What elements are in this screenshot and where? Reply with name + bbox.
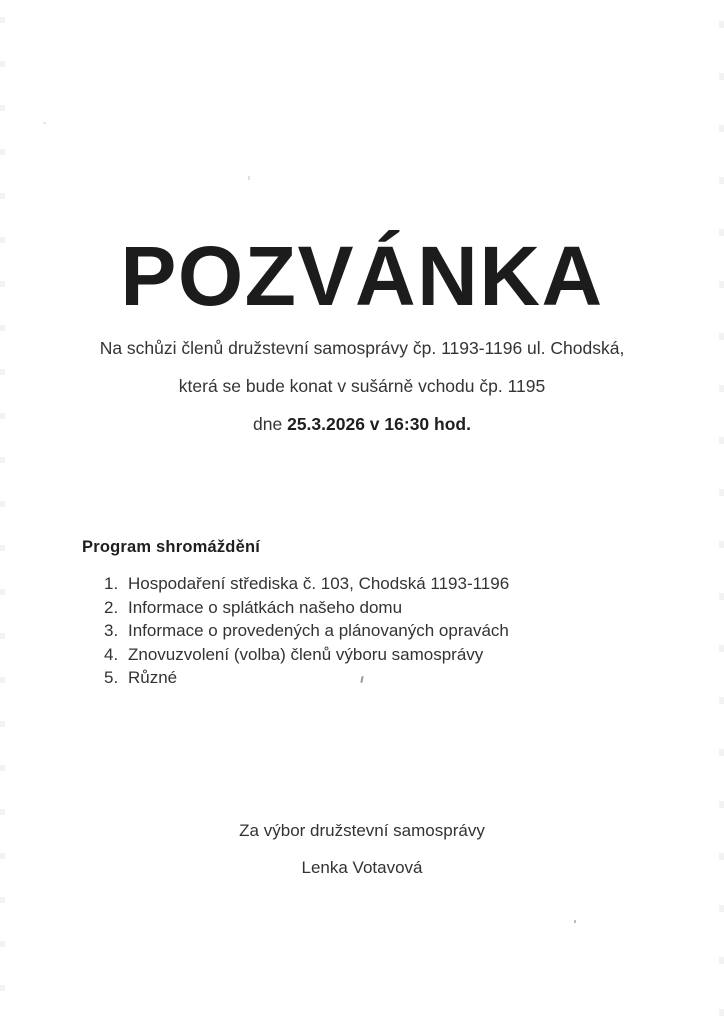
- intro-line-1: Na schůzi členů družstevní samosprávy čp. 1193-1196 ul. Chodská,: [99, 338, 625, 358]
- intro-line-2: která se bude konat v sušárně vchodu čp. 1195: [178, 376, 546, 396]
- list-item-number: 5.: [104, 668, 119, 687]
- signature-name: Lenka Votavová: [301, 858, 423, 877]
- list-item-label: Informace o splátkách našeho domu: [128, 597, 403, 617]
- intro-line-3-meeting-datetime: [0, 405, 724, 443]
- list-item-number: 2.: [104, 597, 119, 617]
- list-item: [104, 572, 509, 596]
- list-item-number: 3.: [104, 621, 119, 640]
- program-heading: Program shromáždění: [82, 538, 261, 556]
- invitation-intro: [0, 329, 724, 443]
- list-item: [104, 619, 509, 643]
- datetime-prefix: dne: [253, 414, 288, 434]
- page-title: POZVÁNKA: [120, 229, 604, 324]
- program-list: [104, 572, 509, 690]
- signature-organization: Za výbor družstevní samosprávy: [239, 821, 485, 840]
- list-item: [104, 666, 509, 690]
- list-item: [104, 643, 509, 667]
- list-item-label: Informace o provedených a plánovaných opravách: [128, 621, 509, 640]
- meeting-datetime-value: 25.3.2026 v 16:30 hod.: [287, 414, 471, 434]
- scan-speck: [248, 176, 250, 180]
- list-item: [104, 596, 509, 620]
- list-item-number: 4.: [104, 644, 119, 664]
- scan-speck: [574, 920, 576, 923]
- list-item-number: 1.: [104, 574, 119, 593]
- scan-speck: [43, 122, 46, 124]
- signature-block: [0, 812, 724, 886]
- list-item-label: Hospodaření střediska č. 103, Chodská 1193-1196: [128, 574, 510, 593]
- list-item-label: Různé: [128, 668, 178, 687]
- list-item-label: Znovuzvolení (volba) členů výboru samosprávy: [128, 644, 484, 664]
